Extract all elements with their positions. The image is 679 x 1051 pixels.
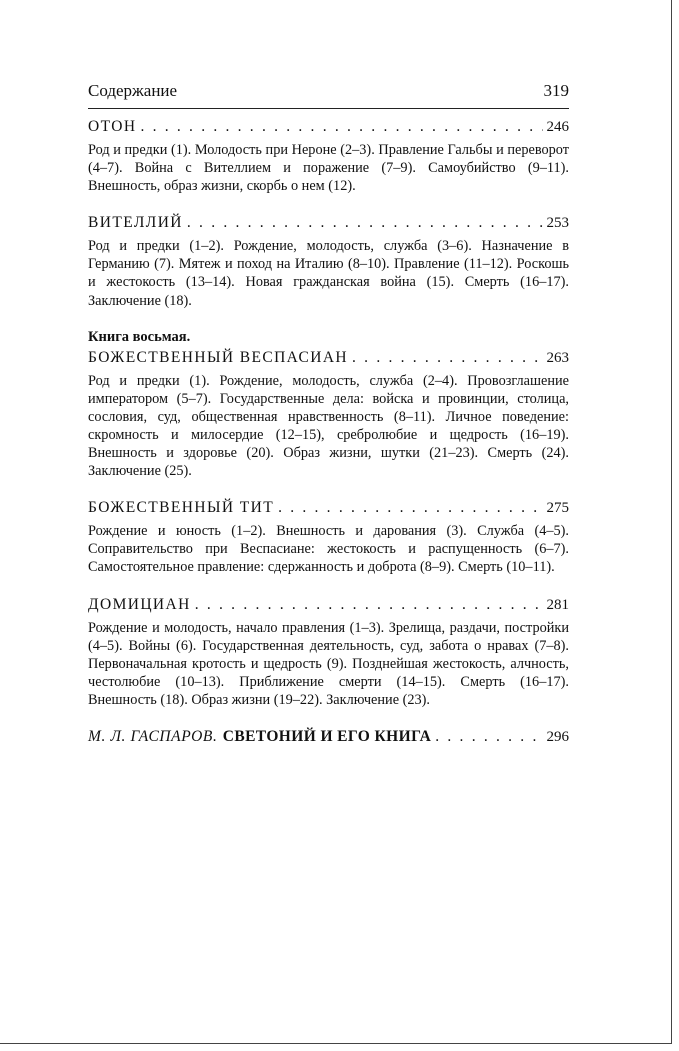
toc-entry-title-group <box>88 726 431 748</box>
dot-leader <box>278 497 542 519</box>
book-section-label: Книга восьмая. <box>88 328 191 345</box>
toc-entry-page: 275 <box>546 500 569 517</box>
toc-entry-titus <box>88 497 569 576</box>
toc-entry-description: Рождение и молодость, начало правления (1–3). Зрелища, раздачи, постройки (4–5). Войны (6). Государственная деятельность, суд, забота о нравах (7–8). Первоначальная кротость и щедрость (9). Позднейшая жестокость, алчность, честолюбие (10–13). Приближение смерти (14–15). Смерть (16–17). Внешность (18). Образ жизни (19–22). Заключение (23). <box>88 619 569 708</box>
running-header <box>88 81 569 101</box>
toc-entry-vitellius <box>88 212 569 309</box>
toc-entry-title: СВЕТОНИЙ И ЕГО КНИГА <box>222 727 432 745</box>
toc-entry-otho <box>88 116 569 195</box>
toc-entry-description: Род и предки (1). Рождение, молодость, служба (2–4). Провозглашение императором (5–7). Государственные дела: войска и провинции, столица, сословия, суд, общественная нравственность (8–11). Личное поведение: скромность и милосердие (12–15), сребролюбие и щедрость (16–19). Внешность и здоровье (20). Образ жизни, шутки (21–23). Смерть (24). Заключение (25). <box>88 372 569 480</box>
toc-entry-page: 296 <box>546 728 569 745</box>
toc-entry-heading[interactable] <box>88 594 569 616</box>
dot-leader <box>195 594 543 616</box>
toc-entry-description: Род и предки (1). Молодость при Нероне (2–3). Правление Гальбы и переворот (4–7). Война с Вителлием и поражение (7–9). Самоубийство (9–11). Внешность, образ жизни, скорбь о нем (12). <box>88 142 569 195</box>
toc-entry-heading[interactable] <box>88 497 569 519</box>
dot-leader <box>352 347 542 369</box>
toc-entry-gasparov <box>88 726 569 748</box>
header-rule <box>88 108 569 109</box>
toc-list <box>88 116 569 765</box>
toc-entry-title: БОЖЕСТВЕННЫЙ ТИТ <box>88 499 275 517</box>
dot-leader <box>435 726 542 748</box>
toc-entry-heading[interactable] <box>88 212 569 234</box>
toc-entry-page: 253 <box>546 215 569 232</box>
toc-entry-title: ВИТЕЛЛИЙ <box>88 214 183 232</box>
running-header-title: Содержание <box>88 81 178 100</box>
toc-entry-heading[interactable] <box>88 347 569 369</box>
toc-entry-page: 281 <box>546 596 569 613</box>
toc-entry-description: Род и предки (1–2). Рождение, молодость, служба (3–6). Назначение в Германию (7). Мятеж и поход на Италию (8–10). Правление (11–12). Роскошь и жестокость (13–14). Новая гражданская война (15). Смерть (16–17). Заключение (18). <box>88 238 569 309</box>
page-number: 319 <box>543 81 569 100</box>
toc-entry-author: М. Л. ГАСПАРОВ. <box>88 727 218 745</box>
toc-entry-domitian <box>88 594 569 709</box>
toc-entry-description: Рождение и юность (1–2). Внешность и дарования (3). Служба (4–5). Соправительство при Веспасиане: жестокость и распущенность (6–7). Самостоятельное правление: сдержанность и доброта (8–9). Смерть (10–11). <box>88 523 569 576</box>
dot-leader <box>140 116 542 138</box>
toc-entry-title: ОТОН <box>88 118 137 135</box>
toc-entry-heading[interactable] <box>88 726 569 748</box>
toc-entry-title: БОЖЕСТВЕННЫЙ ВЕСПАСИАН <box>88 348 349 366</box>
toc-entry-heading[interactable] <box>88 116 569 138</box>
toc-entry-page: 263 <box>546 349 569 366</box>
toc-entry-title: ДОМИЦИАН <box>88 595 191 613</box>
dot-leader <box>187 212 543 234</box>
toc-entry-page: 246 <box>546 119 569 135</box>
toc-entry-vespasian <box>88 327 569 481</box>
